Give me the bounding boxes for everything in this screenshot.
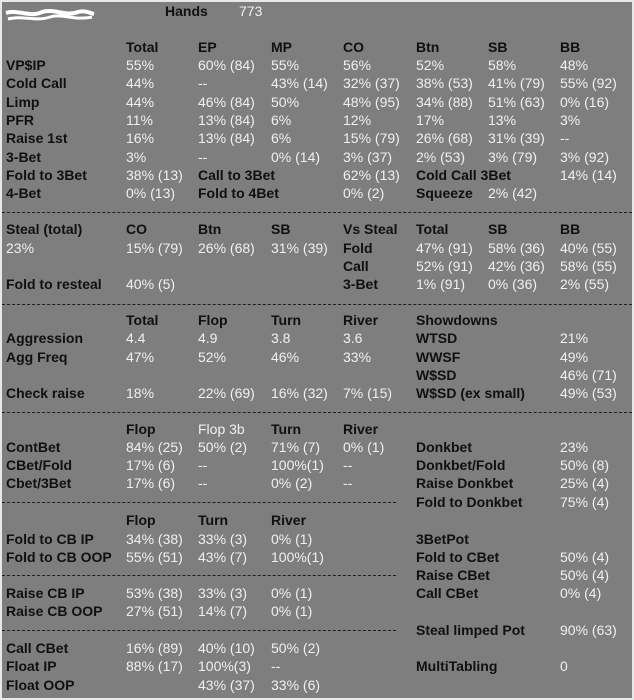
vpip-ep: 60% (84) [198, 57, 255, 73]
limp-label: Limp [6, 94, 40, 110]
call-cbet-river: 50% (2) [271, 640, 321, 656]
threebet-sb: 3% (79) [488, 149, 538, 165]
cbet-3bet-label: Cbet/3Bet [6, 475, 72, 491]
steal-limped-pot-value: 90% (63) [560, 622, 617, 638]
vpip-co: 56% [343, 57, 372, 73]
pfr-total: 11% [126, 112, 153, 128]
fold-cb-oop-flop: 55% (51) [126, 549, 183, 565]
vs-steal-fold-total: 47% (91) [416, 240, 473, 256]
float-ip-river: -- [271, 658, 281, 674]
fold-cb-ip-river: 0% (1) [271, 531, 313, 547]
coldcall-sb: 41% (79) [488, 75, 545, 91]
raise-donkbet-value: 25% (4) [560, 475, 610, 491]
wwsf-label: WWSF [416, 349, 461, 365]
float-oop-river: 33% (6) [271, 677, 321, 693]
fold-cb-ip-flop: 34% (38) [126, 531, 183, 547]
call-cbet-label: Call CBet [6, 640, 69, 656]
cold-call-3bet-label: Cold Call 3Bet [416, 167, 511, 183]
fold-to-resteal-value: 40% (5) [126, 276, 176, 292]
vs-steal-label: Vs Steal [343, 221, 398, 237]
col-sb: SB [488, 39, 508, 55]
steal-col-co: CO [126, 221, 147, 237]
float-ip-turn: 100%(3) [198, 658, 251, 674]
vs-steal-3bet-total: 1% (91) [416, 276, 466, 292]
wsd-label: W$SD [416, 367, 457, 383]
fourbet-label: 4-Bet [6, 185, 42, 201]
threebet-bb: 3% (92) [560, 149, 610, 165]
cbet-3bet-turn: 0% (2) [271, 475, 313, 491]
cbet-3bet-river: -- [343, 475, 353, 491]
float-ip-flop: 88% (17) [126, 658, 183, 674]
limp-bb: 0% (16) [560, 94, 610, 110]
raise-cb-ip-turn: 33% (3) [198, 585, 248, 601]
contbet-flop3b: 50% (2) [198, 439, 248, 455]
3bp-raise-cbet-label: Raise CBet [416, 567, 490, 583]
agg-col-total: Total [126, 312, 159, 328]
check-raise-river: 7% (15) [343, 385, 393, 401]
fold-to-4bet-label: Fold to 4Bet [198, 185, 279, 201]
vscb-col-river: River [271, 512, 307, 528]
cbet-fold-river: -- [343, 457, 353, 473]
wsd-value: 46% (71) [560, 367, 617, 383]
agg-freq-turn: 46% [271, 349, 300, 365]
vs-steal-col-sb: SB [488, 221, 508, 237]
col-co: CO [343, 39, 364, 55]
pfr-co: 12% [343, 112, 372, 128]
vscb-col-turn: Turn [198, 512, 229, 528]
limp-btn: 34% (88) [416, 94, 473, 110]
vpip-sb: 58% [488, 57, 517, 73]
cbet-col-river: River [343, 421, 379, 437]
threebet-label: 3-Bet [6, 149, 42, 165]
cbet-col-turn: Turn [271, 421, 302, 437]
contbet-river: 0% (1) [343, 439, 385, 455]
vs-steal-3bet-label: 3-Bet [343, 276, 379, 292]
fold-to-3bet-value: 38% (13) [126, 167, 183, 183]
col-bb: BB [560, 39, 581, 55]
coldcall-mp: 43% (14) [271, 75, 328, 91]
3bp-raise-cbet-value: 50% (4) [560, 567, 610, 583]
limp-co: 48% (95) [343, 94, 400, 110]
raise-cb-oop-river: 0% (1) [271, 603, 313, 619]
pfr-bb: 3% [560, 112, 581, 128]
fold-cb-ip-label: Fold to CB IP [6, 531, 94, 547]
raise1st-co: 15% (79) [343, 130, 400, 146]
limp-mp: 50% [271, 94, 300, 110]
call-cbet-flop: 16% (89) [126, 640, 183, 656]
vs-steal-3bet-bb: 2% (55) [560, 276, 610, 292]
fold-cb-oop-turn: 43% (7) [198, 549, 248, 565]
steal-col-sb: SB [271, 221, 291, 237]
float-oop-turn: 43% (37) [198, 677, 255, 693]
aggression-flop: 4.9 [198, 330, 218, 346]
cbet-col-flop3b: Flop 3b [198, 421, 245, 437]
3bp-fold-cbet-value: 50% (4) [560, 549, 610, 565]
donkbet-value: 23% [560, 439, 589, 455]
squeeze-label: Squeeze [416, 185, 473, 201]
threebet-total: 3% [126, 149, 147, 165]
vscb-col-flop: Flop [126, 512, 156, 528]
raise1st-sb: 31% (39) [488, 130, 545, 146]
raise-cb-oop-flop: 27% (51) [126, 603, 183, 619]
fold-cb-oop-river: 100%(1) [271, 549, 324, 565]
wwsf-value: 49% [560, 349, 589, 365]
pfr-sb: 13% [488, 112, 517, 128]
vs-steal-3bet-sb: 0% (36) [488, 276, 538, 292]
redacted-name-scribble [4, 4, 96, 26]
steal-total-label: Steal (total) [6, 221, 83, 237]
separator [2, 304, 632, 305]
limp-total: 44% [126, 94, 155, 110]
col-ep: EP [198, 39, 217, 55]
float-oop-label: Float OOP [6, 677, 75, 693]
donkbet-fold-label: Donkbet/Fold [416, 457, 506, 473]
vpip-bb: 48% [560, 57, 589, 73]
threebet-co: 3% (37) [343, 149, 393, 165]
separator [2, 575, 396, 576]
fold-to-4bet-value: 0% (2) [343, 185, 385, 201]
coldcall-bb: 55% (92) [560, 75, 617, 91]
multitabling-label: MultiTabling [416, 658, 498, 674]
aggression-river: 3.6 [343, 330, 363, 346]
steal-limped-pot-label: Steal limped Pot [416, 622, 525, 638]
threebet-ep: -- [198, 149, 208, 165]
raise1st-mp: 6% [271, 130, 292, 146]
agg-col-turn: Turn [271, 312, 302, 328]
vpip-mp: 55% [271, 57, 300, 73]
col-btn: Btn [416, 39, 440, 55]
vpip-total: 55% [126, 57, 155, 73]
vs-steal-call-total: 52% (91) [416, 258, 473, 274]
pfr-btn: 17% [416, 112, 445, 128]
fold-to-resteal-label: Fold to resteal [6, 276, 102, 292]
fold-cb-ip-turn: 33% (3) [198, 531, 248, 547]
coldcall-co: 32% (37) [343, 75, 400, 91]
raise1st-total: 16% [126, 130, 155, 146]
steal-co-value: 15% (79) [126, 240, 183, 256]
call-to-3bet-label: Call to 3Bet [198, 167, 276, 183]
coldcall-total: 44% [126, 75, 155, 91]
agg-freq-label: Agg Freq [6, 349, 68, 365]
showdowns-title: Showdowns [416, 312, 498, 328]
raise-cb-ip-label: Raise CB IP [6, 585, 85, 601]
raise1st-btn: 26% (68) [416, 130, 473, 146]
cbet-fold-flop3b: -- [198, 457, 208, 473]
check-raise-total: 18% [126, 385, 155, 401]
wtsd-label: WTSD [416, 330, 458, 346]
fold-cb-oop-label: Fold to CB OOP [6, 549, 112, 565]
fold-to-3bet-label: Fold to 3Bet [6, 167, 87, 183]
vs-steal-fold-label: Fold [343, 240, 373, 256]
col-mp: MP [271, 39, 292, 55]
steal-col-btn: Btn [198, 221, 222, 237]
raise-cb-ip-river: 0% (1) [271, 585, 313, 601]
vs-steal-call-bb: 58% (55) [560, 258, 617, 274]
agg-freq-flop: 52% [198, 349, 227, 365]
threebetpot-title: 3BetPot [416, 531, 469, 547]
vs-steal-fold-sb: 58% (36) [488, 240, 545, 256]
steal-total-value: 23% [6, 240, 35, 256]
coldcall-ep: -- [198, 75, 208, 91]
vpip-btn: 52% [416, 57, 445, 73]
raise1st-label: Raise 1st [6, 130, 68, 146]
raise-cb-oop-label: Raise CB OOP [6, 603, 103, 619]
hands-label: Hands [165, 3, 208, 19]
separator [2, 212, 632, 213]
fourbet-value: 0% (13) [126, 185, 176, 201]
cbet-fold-flop: 17% (6) [126, 457, 176, 473]
limp-sb: 51% (63) [488, 94, 545, 110]
cbet-3bet-flop3b: -- [198, 475, 208, 491]
contbet-label: ContBet [6, 439, 61, 455]
contbet-flop: 84% (25) [126, 439, 183, 455]
vpip-label: VP$IP [6, 57, 46, 73]
hands-count: 773 [239, 3, 263, 19]
agg-freq-river: 33% [343, 349, 372, 365]
donkbet-fold-value: 50% (8) [560, 457, 610, 473]
fold-to-donkbet-label: Fold to Donkbet [416, 494, 523, 510]
multitabling-value: 0 [560, 658, 568, 674]
vs-steal-col-total: Total [416, 221, 449, 237]
call-cbet-turn: 40% (10) [198, 640, 255, 656]
cbet-3bet-flop: 17% (6) [126, 475, 176, 491]
raise-donkbet-label: Raise Donkbet [416, 475, 514, 491]
col-total: Total [126, 39, 159, 55]
coldcall-btn: 38% (53) [416, 75, 473, 91]
threebet-mp: 0% (14) [271, 149, 321, 165]
vs-steal-col-bb: BB [560, 221, 581, 237]
cbet-fold-label: CBet/Fold [6, 457, 73, 473]
contbet-turn: 71% (7) [271, 439, 321, 455]
3bp-fold-cbet-label: Fold to CBet [416, 549, 500, 565]
cbet-col-flop: Flop [126, 421, 156, 437]
wtsd-value: 21% [560, 330, 589, 346]
float-ip-label: Float IP [6, 658, 57, 674]
aggression-total: 4.4 [126, 330, 146, 346]
separator [2, 502, 396, 503]
aggression-label: Aggression [6, 330, 84, 346]
vs-steal-call-sb: 42% (36) [488, 258, 545, 274]
squeeze-value: 2% (42) [488, 185, 538, 201]
fold-to-donkbet-value: 75% (4) [560, 494, 610, 510]
3bp-call-cbet-label: Call CBet [416, 585, 479, 601]
raise1st-bb: -- [560, 130, 570, 146]
pfr-mp: 6% [271, 112, 292, 128]
agg-col-flop: Flop [198, 312, 228, 328]
separator [2, 412, 632, 413]
pfr-label: PFR [6, 112, 34, 128]
pfr-ep: 13% (84) [198, 112, 255, 128]
threebet-btn: 2% (53) [416, 149, 466, 165]
3bp-call-cbet-value: 0% (4) [560, 585, 602, 601]
agg-col-river: River [343, 312, 379, 328]
check-raise-flop: 22% (69) [198, 385, 255, 401]
steal-btn-value: 26% (68) [198, 240, 255, 256]
check-raise-label: Check raise [6, 385, 85, 401]
limp-ep: 46% (84) [198, 94, 255, 110]
raise-cb-ip-flop: 53% (38) [126, 585, 183, 601]
aggression-turn: 3.8 [271, 330, 291, 346]
cold-call-3bet-value: 14% (14) [560, 167, 617, 183]
steal-sb-value: 31% (39) [271, 240, 328, 256]
coldcall-label: Cold Call [6, 75, 67, 91]
wsd-ex-small-value: 49% (53) [560, 385, 617, 401]
raise-cb-oop-turn: 14% (7) [198, 603, 248, 619]
wsd-ex-small-label: W$SD (ex small) [416, 385, 525, 401]
check-raise-turn: 16% (32) [271, 385, 328, 401]
separator [2, 630, 396, 631]
cbet-fold-turn: 100%(1) [271, 457, 324, 473]
vs-steal-fold-bb: 40% (55) [560, 240, 617, 256]
raise1st-ep: 13% (84) [198, 130, 255, 146]
donkbet-label: Donkbet [416, 439, 472, 455]
agg-freq-total: 47% [126, 349, 155, 365]
vs-steal-call-label: Call [343, 258, 369, 274]
call-to-3bet-value: 62% (13) [343, 167, 400, 183]
